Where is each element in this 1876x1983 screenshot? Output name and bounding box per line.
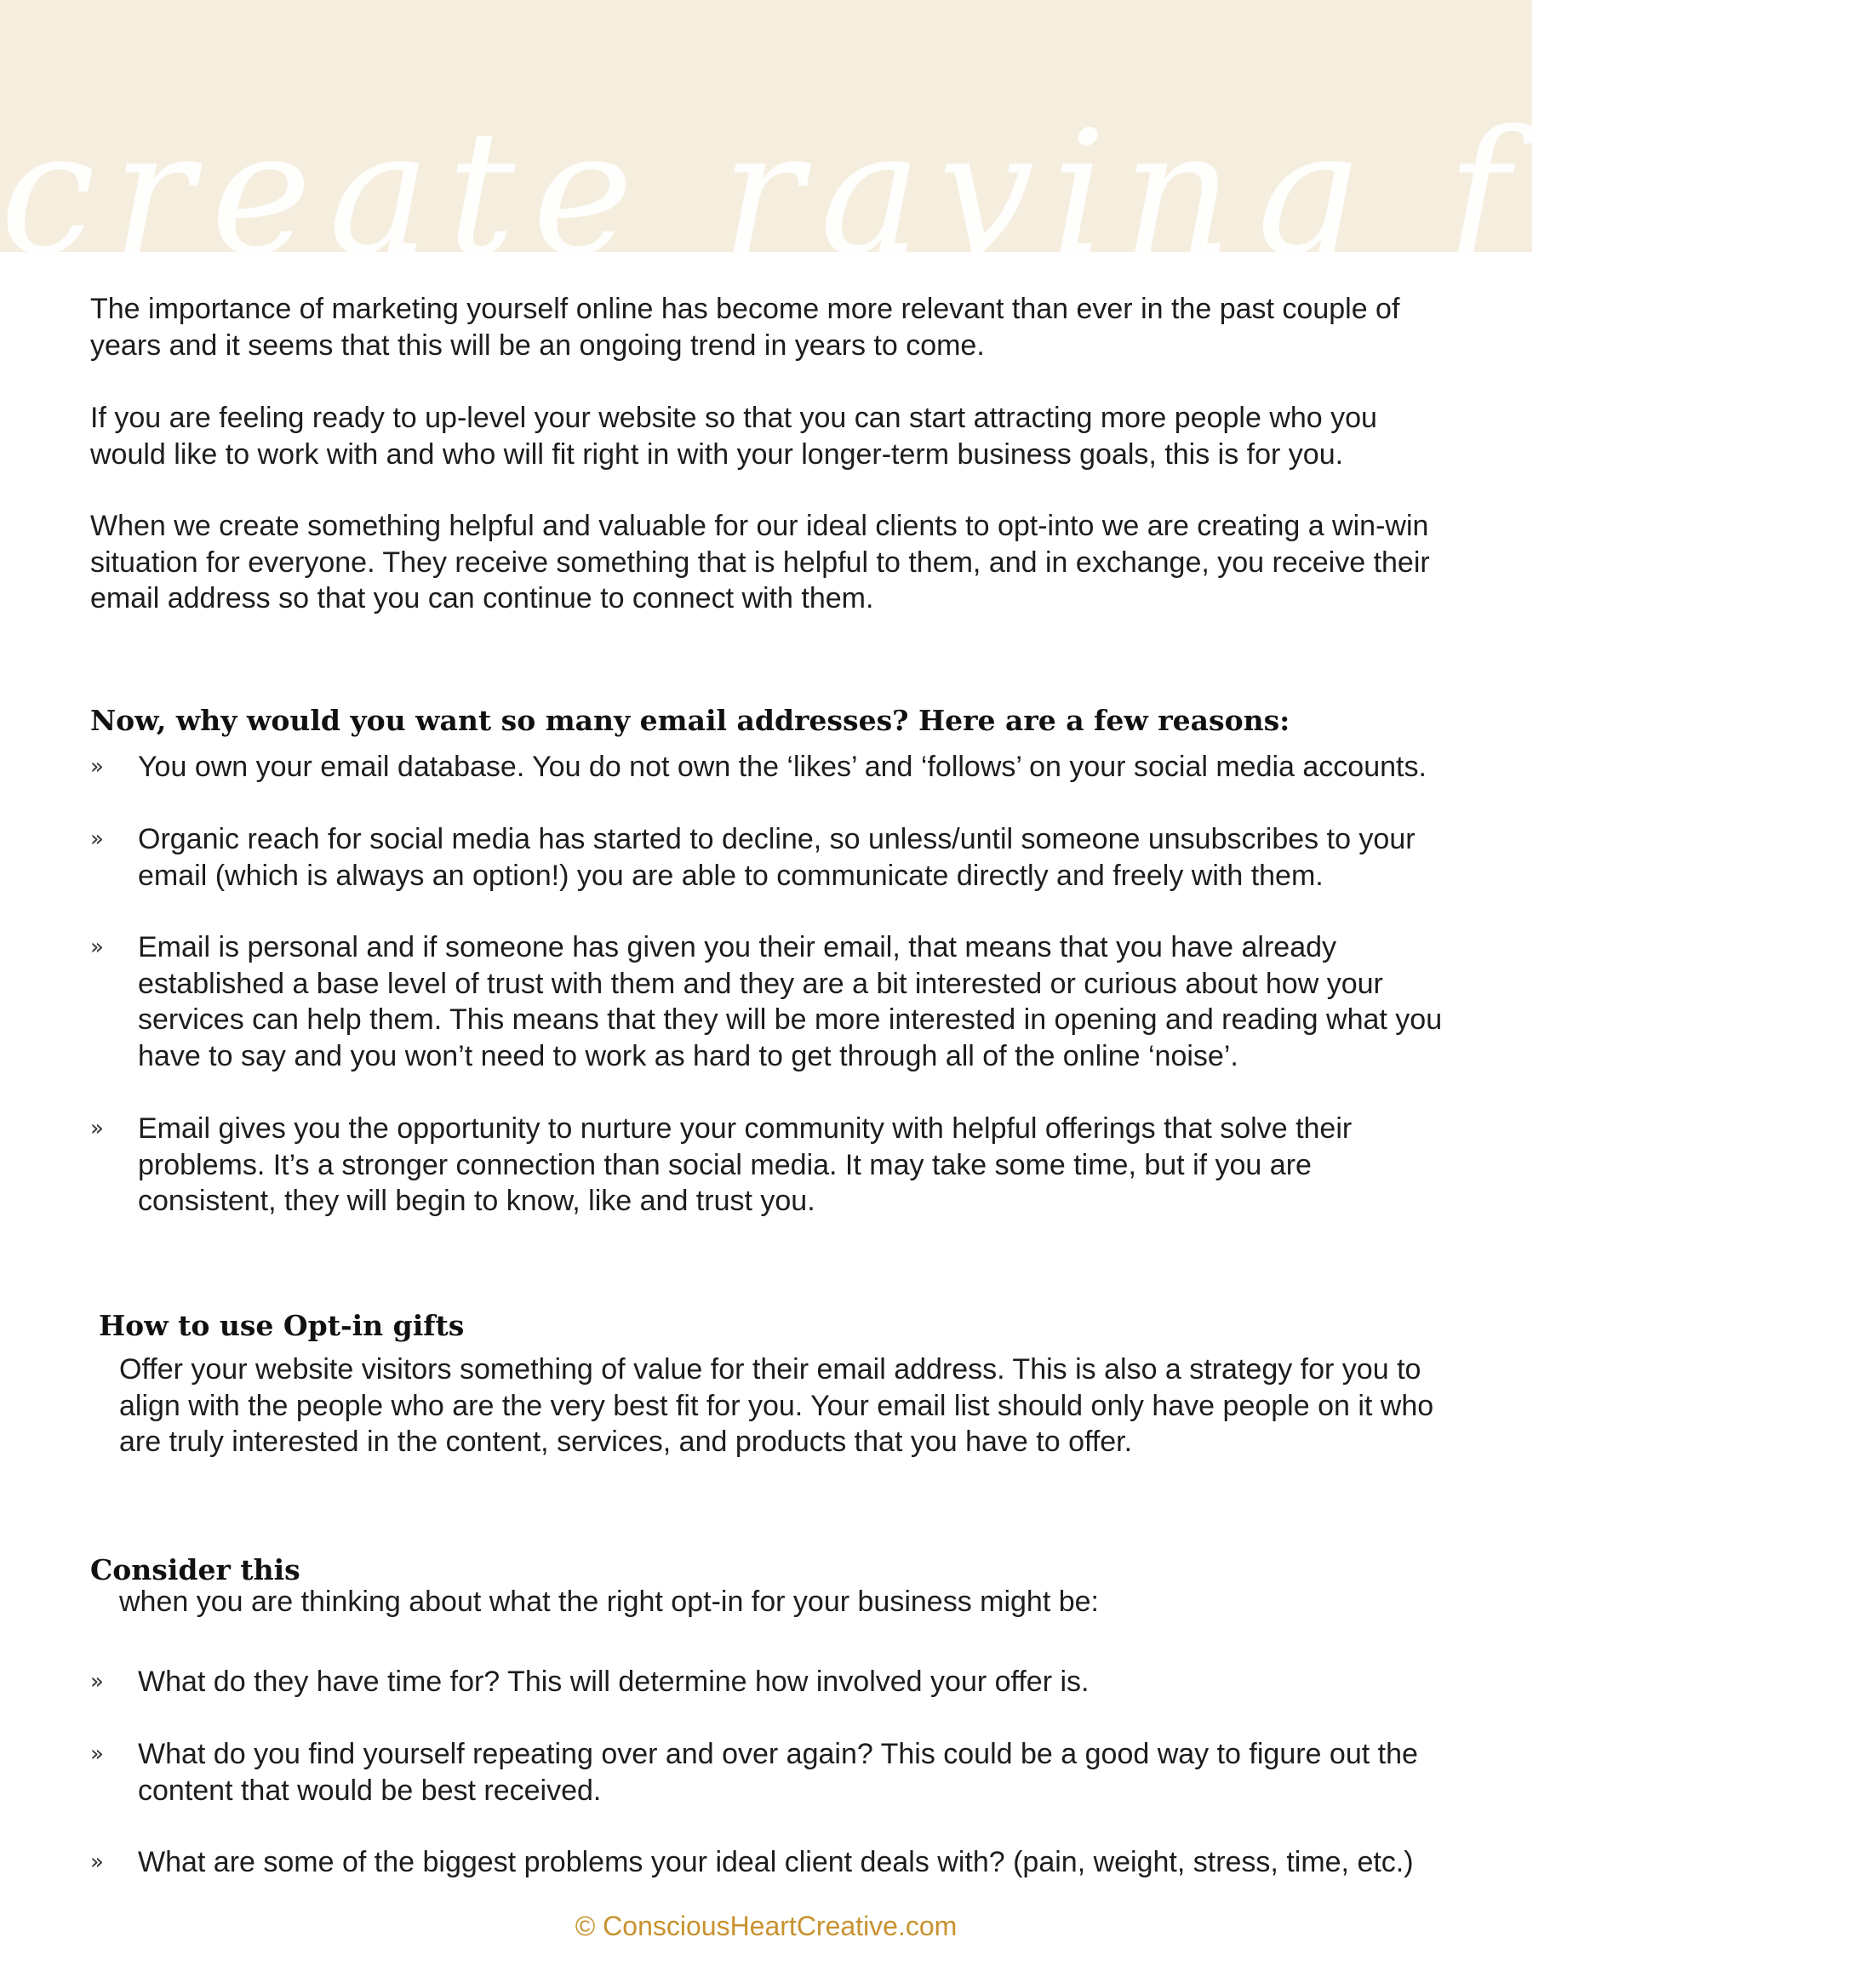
consider-text: What do you find yourself repeating over and over again? This could be a good way to figure out the content that would be best received. — [138, 1738, 1418, 1807]
reason-text: Email is personal and if someone has given you their email, that means that you have already established a base level of trust with them and they are a bit interested or curious about how your services can help them. This means that they will be more interested in opening and reading what you have to say and you won’t need to work as hard to get through all of the online ‘noise’. — [138, 931, 1443, 1072]
optin-heading: How to use Opt-in gifts — [99, 1309, 465, 1342]
consider-heading: Consider this — [90, 1553, 300, 1586]
reason-text: You own your email database. You do not own the ‘likes’ and ‘follows’ on your social media accounts. — [138, 751, 1427, 783]
intro-paragraph-2: If you are feeling ready to up-level your website so that you can start attracting more people who you would like to work with and who will fit right in with your longer-term business goals, this is for you. — [90, 402, 1377, 471]
double-chevron-icon: » — [90, 1849, 99, 1875]
consider-text: What do they have time for? This will determine how involved your offer is. — [138, 1666, 1090, 1698]
header-banner — [0, 0, 1876, 293]
reason-text: Email gives you the opportunity to nurture your community with helpful offerings that solve their problems. It’s a stronger connection than social media. It may take some time, but if you are consistent, they will begin to know, like and trust you. — [138, 1112, 1353, 1217]
consider-text: What are some of the biggest problems your ideal client deals with? (pain, weight, stress, time, etc.) — [138, 1846, 1414, 1878]
intro-paragraph-3: When we create something helpful and valuable for our ideal clients to opt-into we are creating a win-win situation for everyone. They receive something that is helpful to them, and in exchange, you receive their email address so that you can continue to connect with them. — [90, 510, 1430, 614]
optin-body: Offer your website visitors something of value for their email address. This is also a strategy for you to align with the people who are the very best fit for you. Your email list should only have people on it who are truly interested in the content, services, and products that you have to offer. — [119, 1353, 1434, 1458]
double-chevron-icon: » — [90, 1116, 99, 1141]
consider-subheading: when you are thinking about what the right opt-in for your business might be: — [119, 1586, 1100, 1618]
banner-script-title: create raving fans — [0, 94, 1876, 293]
double-chevron-icon: » — [90, 754, 99, 780]
double-chevron-icon: » — [90, 1669, 99, 1694]
reason-text: Organic reach for social media has started to decline, so unless/until someone unsubscribes to your email (which is always an option!) you are able to communicate directly and freely with them. — [138, 823, 1416, 892]
intro-paragraph-1: The importance of marketing yourself online has become more relevant than ever in the past couple of years and it seems that this will be an ongoing trend in years to come. — [90, 293, 1400, 362]
double-chevron-icon: » — [90, 826, 99, 852]
double-chevron-icon: » — [90, 934, 99, 960]
reasons-heading: Now, why would you want so many email addresses? Here are a few reasons: — [90, 704, 1290, 737]
footer-copyright-link[interactable]: © ConsciousHeartCreative.com — [575, 1911, 958, 1941]
double-chevron-icon: » — [90, 1741, 99, 1767]
